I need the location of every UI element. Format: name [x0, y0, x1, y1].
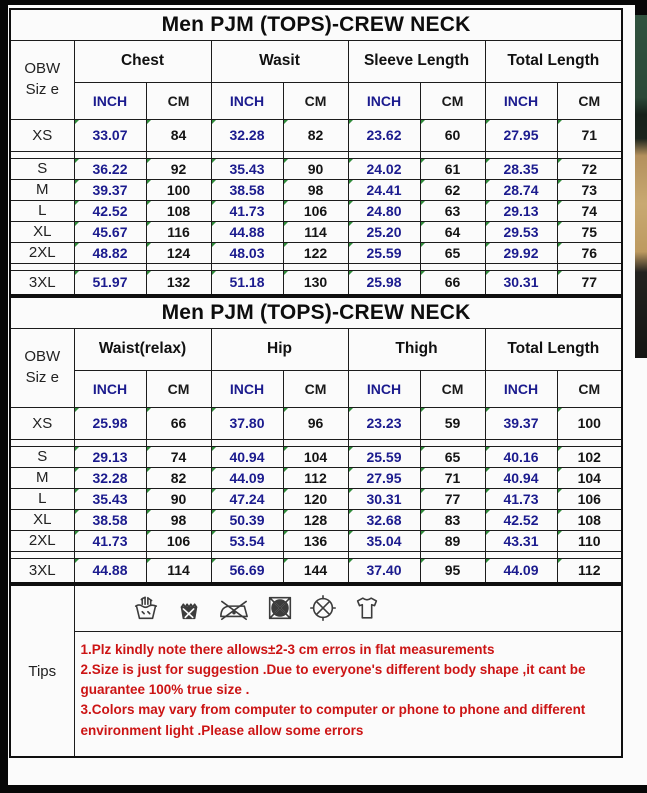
- measurement-value: 100: [146, 179, 211, 200]
- measurement-value: 48.03: [211, 242, 283, 263]
- measurement-value: 65: [420, 242, 485, 263]
- size-label: 2XL: [10, 242, 74, 263]
- measurement-value: 71: [557, 119, 622, 151]
- measurement-value: 77: [420, 488, 485, 509]
- measurement-value: 95: [420, 558, 485, 583]
- size-label: XL: [10, 509, 74, 530]
- measurement-value: 89: [420, 530, 485, 551]
- size-column-header: [10, 328, 74, 407]
- measurement-value: 39.37: [485, 407, 557, 439]
- measurement-value: 27.95: [348, 467, 420, 488]
- measurement-value: 128: [283, 509, 348, 530]
- table-row: [10, 446, 622, 467]
- unit-header-cm: CM: [283, 82, 348, 119]
- measurement-value: 24.41: [348, 179, 420, 200]
- measurement-value: 63: [420, 200, 485, 221]
- measurement-value: 120: [283, 488, 348, 509]
- measurement-value: 44.09: [211, 467, 283, 488]
- unit-header-inch: INCH: [211, 82, 283, 119]
- measurement-value: 102: [557, 446, 622, 467]
- measurement-value: 29.13: [74, 446, 146, 467]
- measurement-value: 23.23: [348, 407, 420, 439]
- spacer-row: [10, 263, 622, 270]
- table-row: [10, 200, 622, 221]
- unit-header-cm: CM: [283, 370, 348, 407]
- measurement-value: 40.94: [211, 446, 283, 467]
- column-group-header-chest: Chest: [74, 40, 211, 82]
- measurement-value: 56.69: [211, 558, 283, 583]
- measurement-value: 106: [557, 488, 622, 509]
- table-row: [10, 270, 622, 295]
- size-chart-title: Men PJM (TOPS)-CREW NECK: [10, 9, 622, 40]
- measurement-value: 38.58: [74, 509, 146, 530]
- measurement-value: 35.43: [74, 488, 146, 509]
- size-table-tops: [9, 8, 623, 296]
- garment-icon: [352, 593, 382, 623]
- unit-header-inch: INCH: [348, 82, 420, 119]
- measurement-value: 112: [557, 558, 622, 583]
- unit-header-cm: CM: [557, 82, 622, 119]
- measurement-value: 98: [146, 509, 211, 530]
- measurement-value: 82: [283, 119, 348, 151]
- size-label: L: [10, 488, 74, 509]
- measurement-value: 42.52: [485, 509, 557, 530]
- measurement-value: 124: [146, 242, 211, 263]
- size-label: S: [10, 446, 74, 467]
- table-row: [10, 530, 622, 551]
- unit-header-cm: CM: [557, 370, 622, 407]
- measurement-value: 77: [557, 270, 622, 295]
- measurement-value: 27.95: [485, 119, 557, 151]
- size-label: 3XL: [10, 270, 74, 295]
- measurement-value: 42.52: [74, 200, 146, 221]
- measurement-value: 90: [283, 158, 348, 179]
- measurement-value: 71: [420, 467, 485, 488]
- do-not-dry-clean-icon: [308, 593, 338, 623]
- measurement-value: 62: [420, 179, 485, 200]
- measurement-value: 37.80: [211, 407, 283, 439]
- tips-text: [74, 631, 622, 757]
- measurement-value: 50.39: [211, 509, 283, 530]
- tips-section: [9, 584, 623, 758]
- size-label: 2XL: [10, 530, 74, 551]
- measurement-value: 90: [146, 488, 211, 509]
- measurement-value: 33.07: [74, 119, 146, 151]
- care-icons-row: [74, 585, 622, 631]
- size-column-header-line: OBW: [24, 348, 61, 366]
- unit-header-cm: CM: [146, 370, 211, 407]
- measurement-value: 43.31: [485, 530, 557, 551]
- measurement-value: 136: [283, 530, 348, 551]
- measurement-value: 73: [557, 179, 622, 200]
- table-row: [10, 407, 622, 439]
- measurement-value: 32.28: [74, 467, 146, 488]
- tip-line-1: 1.Plz kindly note there allows±2-3 cm erros in flat measurements: [80, 641, 495, 657]
- measurement-value: 116: [146, 221, 211, 242]
- measurement-value: 28.35: [485, 158, 557, 179]
- measurement-value: 25.98: [74, 407, 146, 439]
- table-row: [10, 242, 622, 263]
- measurement-value: 44.88: [74, 558, 146, 583]
- column-group-header-hip: Hip: [211, 328, 348, 370]
- measurement-value: 40.16: [485, 446, 557, 467]
- table-row: [10, 119, 622, 151]
- measurement-value: 25.98: [348, 270, 420, 295]
- measurement-value: 28.74: [485, 179, 557, 200]
- measurement-value: 29.92: [485, 242, 557, 263]
- measurement-value: 25.59: [348, 446, 420, 467]
- measurement-value: 29.53: [485, 221, 557, 242]
- size-column-header-line: Siz e: [25, 80, 59, 98]
- size-label: XL: [10, 221, 74, 242]
- measurement-value: 92: [146, 158, 211, 179]
- measurement-value: 74: [557, 200, 622, 221]
- measurement-value: 30.31: [485, 270, 557, 295]
- measurement-value: 29.13: [485, 200, 557, 221]
- measurement-value: 40.94: [485, 467, 557, 488]
- measurement-value: 41.73: [211, 200, 283, 221]
- column-group-header-waist: Wasit: [211, 40, 348, 82]
- measurement-value: 36.22: [74, 158, 146, 179]
- measurement-value: 112: [283, 467, 348, 488]
- measurement-value: 23.62: [348, 119, 420, 151]
- measurement-value: 106: [283, 200, 348, 221]
- column-group-header-thigh: Thigh: [348, 328, 485, 370]
- column-group-header-total-length: Total Length: [485, 40, 622, 82]
- size-column-header: [10, 40, 74, 119]
- measurement-value: 32.28: [211, 119, 283, 151]
- measurement-value: 84: [146, 119, 211, 151]
- measurement-value: 108: [557, 509, 622, 530]
- unit-header-inch: INCH: [485, 370, 557, 407]
- measurement-value: 61: [420, 158, 485, 179]
- do-not-iron-icon: [217, 593, 251, 623]
- measurement-value: 96: [283, 407, 348, 439]
- do-not-wring-icon: [174, 593, 204, 623]
- measurement-value: 24.80: [348, 200, 420, 221]
- measurement-value: 30.31: [348, 488, 420, 509]
- size-column-header-line: Siz e: [25, 368, 59, 386]
- unit-header-inch: INCH: [211, 370, 283, 407]
- unit-header-cm: CM: [420, 82, 485, 119]
- spreadsheet-area: [8, 5, 635, 785]
- table-row: [10, 488, 622, 509]
- measurement-value: 106: [146, 530, 211, 551]
- column-group-header-waist-relax: Waist(relax): [74, 328, 211, 370]
- measurement-value: 32.68: [348, 509, 420, 530]
- measurement-value: 144: [283, 558, 348, 583]
- measurement-value: 74: [146, 446, 211, 467]
- measurement-value: 108: [146, 200, 211, 221]
- unit-header-inch: INCH: [74, 82, 146, 119]
- size-label: M: [10, 179, 74, 200]
- measurement-value: 132: [146, 270, 211, 295]
- measurement-value: 75: [557, 221, 622, 242]
- tip-line-2: 2.Size is just for suggestion .Due to everyone's different body shape ,it cant be guarantee 100% true size .: [80, 661, 586, 697]
- tips-label: Tips: [10, 585, 74, 757]
- size-label: S: [10, 158, 74, 179]
- size-label: M: [10, 467, 74, 488]
- measurement-value: 38.58: [211, 179, 283, 200]
- hand-wash-icon: [131, 593, 161, 623]
- spacer-row: [10, 551, 622, 558]
- measurement-value: 76: [557, 242, 622, 263]
- unit-header-cm: CM: [420, 370, 485, 407]
- measurement-value: 82: [146, 467, 211, 488]
- measurement-value: 37.40: [348, 558, 420, 583]
- table-row: [10, 558, 622, 583]
- measurement-value: 114: [146, 558, 211, 583]
- table-row: [10, 467, 622, 488]
- measurement-value: 104: [557, 467, 622, 488]
- measurement-value: 41.73: [485, 488, 557, 509]
- unit-header-inch: INCH: [485, 82, 557, 119]
- measurement-value: 130: [283, 270, 348, 295]
- measurement-value: 53.54: [211, 530, 283, 551]
- unit-header-inch: INCH: [74, 370, 146, 407]
- tip-line-3: 3.Colors may vary from computer to computer or phone to phone and different environment light .Please allow some errors: [80, 702, 586, 738]
- image-right-edge: [635, 0, 647, 793]
- size-chart-title: Men PJM (TOPS)-CREW NECK: [10, 297, 622, 328]
- measurement-value: 66: [420, 270, 485, 295]
- spacer-row: [10, 151, 622, 158]
- measurement-value: 48.82: [74, 242, 146, 263]
- size-label: XS: [10, 407, 74, 439]
- unit-header-cm: CM: [146, 82, 211, 119]
- measurement-value: 24.02: [348, 158, 420, 179]
- measurement-value: 83: [420, 509, 485, 530]
- measurement-value: 60: [420, 119, 485, 151]
- measurement-value: 25.59: [348, 242, 420, 263]
- size-label: 3XL: [10, 558, 74, 583]
- measurement-value: 59: [420, 407, 485, 439]
- table-row: [10, 509, 622, 530]
- unit-header-inch: INCH: [348, 370, 420, 407]
- table-row: [10, 179, 622, 200]
- measurement-value: 47.24: [211, 488, 283, 509]
- measurement-value: 45.67: [74, 221, 146, 242]
- measurement-value: 65: [420, 446, 485, 467]
- measurement-value: 72: [557, 158, 622, 179]
- measurement-value: 25.20: [348, 221, 420, 242]
- do-not-tumble-dry-icon: [265, 593, 295, 623]
- column-group-header-total-length: Total Length: [485, 328, 622, 370]
- measurement-value: 114: [283, 221, 348, 242]
- column-group-header-sleeve-length: Sleeve Length: [348, 40, 485, 82]
- spacer-row: [10, 439, 622, 446]
- measurement-value: 44.09: [485, 558, 557, 583]
- measurement-value: 51.18: [211, 270, 283, 295]
- measurement-value: 66: [146, 407, 211, 439]
- size-table-bottoms: [9, 296, 623, 584]
- measurement-value: 35.43: [211, 158, 283, 179]
- table-row: [10, 158, 622, 179]
- measurement-value: 110: [557, 530, 622, 551]
- table-row: [10, 221, 622, 242]
- measurement-value: 51.97: [74, 270, 146, 295]
- size-label: L: [10, 200, 74, 221]
- measurement-value: 100: [557, 407, 622, 439]
- adjacent-photo-sliver: [635, 15, 647, 358]
- measurement-value: 44.88: [211, 221, 283, 242]
- measurement-value: 98: [283, 179, 348, 200]
- size-column-header-line: OBW: [24, 60, 61, 78]
- measurement-value: 41.73: [74, 530, 146, 551]
- size-label: XS: [10, 119, 74, 151]
- measurement-value: 104: [283, 446, 348, 467]
- measurement-value: 64: [420, 221, 485, 242]
- measurement-value: 35.04: [348, 530, 420, 551]
- measurement-value: 39.37: [74, 179, 146, 200]
- measurement-value: 122: [283, 242, 348, 263]
